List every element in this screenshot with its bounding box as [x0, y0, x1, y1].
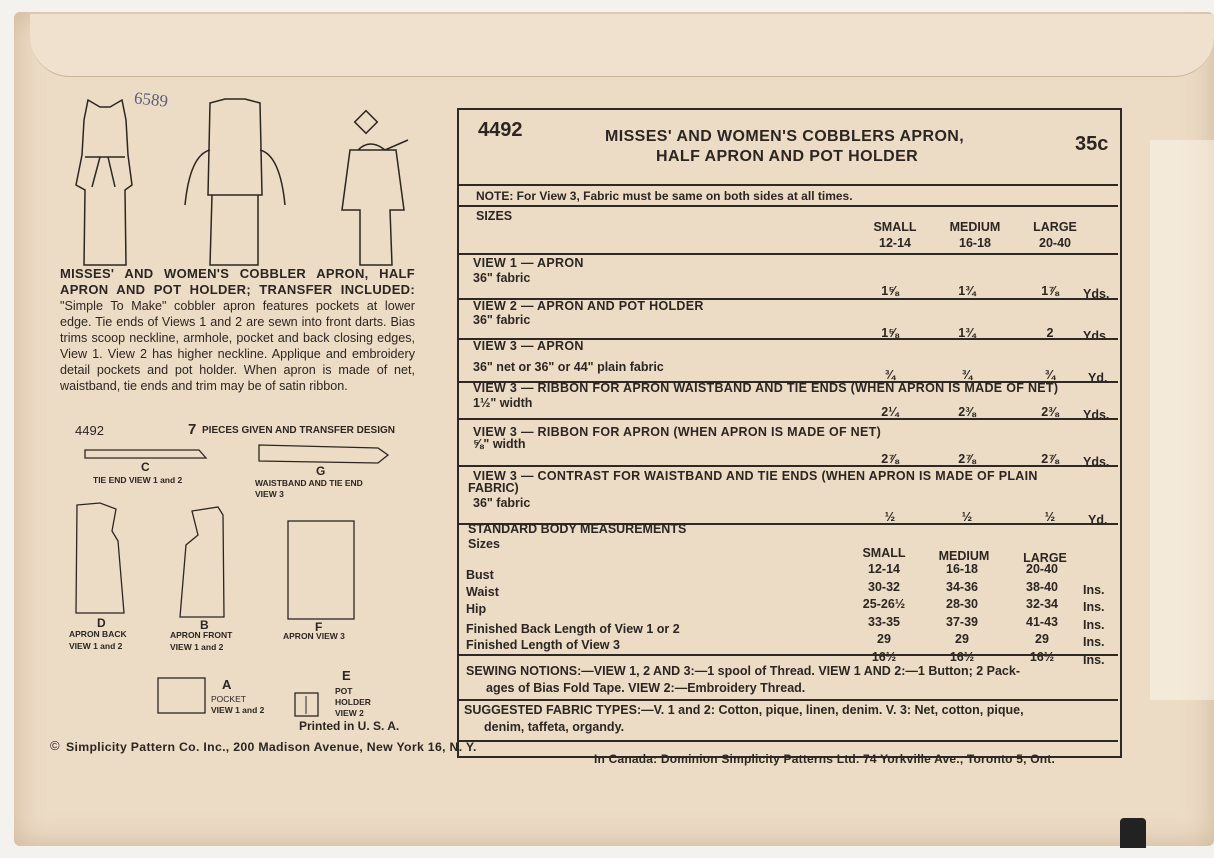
yardage-value: ½	[884, 510, 896, 524]
body-measurement-value: 34-36	[946, 580, 978, 594]
body-measurement-value: 38-40	[1026, 580, 1058, 594]
body-size-small: SMALL	[862, 546, 906, 560]
body-measurement-label: Waist	[466, 585, 499, 599]
piece-b-view: VIEW 1 and 2	[170, 642, 224, 652]
publisher-address: Simplicity Pattern Co. Inc., 200 Madison Avenue, New York 16, N. Y.	[66, 740, 477, 754]
yardage-unit: Yds.	[1083, 287, 1110, 301]
piece-c-label: TIE END VIEW 1 and 2	[93, 475, 183, 485]
pattern-number: 4492	[478, 119, 523, 141]
piece-c-letter: C	[141, 460, 150, 474]
divider	[459, 740, 1118, 742]
piece-d-outline	[74, 501, 129, 616]
yardage-value: 2⅜	[1041, 405, 1059, 419]
piece-d-label: APRON BACK	[69, 629, 127, 639]
size-small: SMALL	[873, 220, 917, 234]
yardage-value: 2⅜	[958, 405, 976, 419]
yardage-value: ½	[961, 510, 973, 524]
piece-g-letter: G	[316, 464, 326, 478]
sewing-notions-line-2: ages of Bias Fold Tape. VIEW 2:—Embroidery Thread.	[486, 681, 806, 695]
yardage-value: 2⅞	[958, 452, 976, 466]
body-measurement-unit: Ins.	[1083, 635, 1105, 649]
body-size-large: LARGE	[1023, 551, 1067, 565]
pieces-count: 7	[188, 421, 197, 438]
piece-a-view: VIEW 1 and 2	[211, 705, 265, 715]
yardage-row-label: VIEW 3 — RIBBON FOR APRON WAISTBAND AND TIE ENDS (WHEN APRON IS MADE OF NET)	[473, 381, 1059, 395]
divider	[459, 253, 1118, 255]
chart-title-2: HALF APRON AND POT HOLDER	[656, 148, 919, 165]
apron-view-3-illustration	[330, 100, 415, 275]
wear-mark	[1150, 140, 1214, 700]
sewing-notions-line-1: SEWING NOTIONS:—VIEW 1, 2 AND 3:—1 spool of Thread. VIEW 1 AND 2:—1 Button; 2 Pack-	[466, 664, 1020, 678]
divider	[459, 699, 1118, 701]
piece-g-view: VIEW 3	[255, 489, 284, 499]
body-measurement-value: 16½	[871, 650, 897, 664]
yardage-value: 2¼	[881, 405, 899, 419]
yardage-unit: Yds.	[1083, 408, 1110, 422]
note: NOTE: For View 3, Fabric must be same on both sides at all times.	[476, 189, 853, 203]
piece-g-outline	[258, 444, 390, 464]
piece-d-letter: D	[97, 616, 106, 630]
fabric-types-line-2: denim, taffeta, organdy.	[484, 720, 625, 734]
size-small-range: 12-14	[879, 236, 911, 250]
body-measurement-value: 16½	[1029, 650, 1055, 664]
divider	[459, 418, 1118, 420]
yardage-row-label: VIEW 3 — RIBBON FOR APRON (WHEN APRON IS MADE OF NET)	[473, 425, 882, 439]
yardage-value: 2⅞	[881, 452, 899, 466]
size-large-range: 20-40	[1039, 236, 1071, 250]
body-measurement-value: 37-39	[946, 615, 978, 629]
body-measurement-label: Hip	[466, 602, 487, 616]
size-large: LARGE	[1033, 220, 1077, 234]
piece-d-view: VIEW 1 and 2	[69, 641, 123, 651]
body-measurement-label: Finished Back Length of View 1 or 2	[466, 622, 680, 636]
body-measurement-value: 25-26½	[862, 597, 906, 611]
pieces-count-label: PIECES GIVEN AND TRANSFER DESIGN	[202, 425, 395, 436]
fabric-types-line-1: SUGGESTED FABRIC TYPES:—V. 1 and 2: Cotton, pique, linen, denim. V. 3: Net, cotton, pique,	[464, 703, 1024, 717]
yardage-unit: Yd.	[1088, 371, 1108, 385]
piece-c-outline	[84, 448, 209, 460]
yardage-row-width: 1½" width	[473, 396, 533, 410]
piece-a-letter: A	[222, 677, 232, 692]
sizes-label: SIZES	[476, 209, 513, 223]
body-measurement-value: 33-35	[868, 615, 900, 629]
size-medium: MEDIUM	[949, 220, 1001, 234]
piece-f-label: APRON VIEW 3	[283, 631, 345, 641]
copyright-symbol: ©	[50, 738, 60, 753]
piece-a-label: POCKET	[211, 694, 246, 704]
yardage-unit: Yds.	[1083, 455, 1110, 469]
body-measurement-value: 41-43	[1026, 615, 1058, 629]
yardage-row-label: VIEW 2 — APRON AND POT HOLDER	[473, 299, 704, 313]
piece-f-letter: F	[315, 620, 323, 634]
printed-in-usa: Printed in U. S. A.	[299, 719, 400, 733]
apron-view-1-illustration	[70, 95, 140, 270]
body-measurement-value: 30-32	[868, 580, 900, 594]
yardage-row-label: VIEW 3 — CONTRAST FOR WAISTBAND AND TIE ENDS (WHEN APRON IS MADE OF PLAIN	[473, 469, 1038, 483]
body-measurement-value: 32-34	[1026, 597, 1058, 611]
body-sizes-label: Sizes	[468, 537, 500, 551]
yardage-value: 1⅝	[881, 284, 899, 298]
yardage-row-width: 36" fabric	[473, 496, 531, 510]
description-body: "Simple To Make" cobbler apron features pockets at lower edge. Tie ends of Views 1 and 2 are sewn into front darts. Bias trims scoop neckline, armhole, pocket and back closing edges, View 1. View 2 has higher neckline. Applique and embroidery detail pockets and pot holder. When apron is made of net, waistband, tie ends and trim may be of satin ribbon.	[60, 299, 415, 393]
canada-address: In Canada: Dominion Simplicity Patterns Ltd. 74 Yorkville Ave., Toronto 5, Ont.	[594, 752, 1055, 766]
divider	[459, 465, 1118, 467]
yardage-value: 2	[1046, 326, 1054, 340]
body-measurement-unit: Ins.	[1083, 653, 1105, 667]
yardage-row-label-cont: FABRIC)	[468, 481, 519, 495]
yardage-row-width: ⅝" width	[473, 437, 526, 451]
size-medium-range: 16-18	[959, 236, 991, 250]
yardage-value: 1⅞	[1041, 284, 1059, 298]
piece-g-label: WAISTBAND AND TIE END	[255, 478, 363, 488]
body-measurement-unit: Ins.	[1083, 583, 1105, 597]
body-measurement-value: 29	[1035, 632, 1049, 646]
body-measurements-title: STANDARD BODY MEASUREMENTS	[468, 522, 687, 536]
piece-e-label-1: POT	[335, 686, 353, 696]
body-measurement-unit: Ins.	[1083, 600, 1105, 614]
body-measurement-value: 16-18	[946, 562, 978, 576]
yardage-unit: Yds.	[1083, 329, 1110, 343]
yardage-value: 1¾	[958, 284, 976, 298]
price: 35c	[1075, 133, 1109, 155]
piece-f-outline	[287, 520, 357, 622]
body-measurement-label: Finished Length of View 3	[466, 638, 620, 652]
description-heading: MISSES' AND WOMEN'S COBBLER APRON, HALF APRON AND POT HOLDER; TRANSFER INCLUDED:	[60, 266, 415, 297]
yardage-unit: Yd.	[1088, 513, 1108, 527]
piece-b-letter: B	[200, 618, 209, 632]
yardage-row-label: VIEW 3 — APRON	[473, 339, 584, 353]
body-measurement-unit: Ins.	[1083, 618, 1105, 632]
piece-e-label-2: HOLDER	[335, 697, 371, 707]
piece-e-letter: E	[342, 668, 351, 683]
body-measurement-value: 12-14	[868, 562, 900, 576]
yardage-value: 2⅞	[1041, 452, 1059, 466]
body-measurement-value: 28-30	[946, 597, 978, 611]
pencil-number: 6589	[133, 88, 169, 111]
yardage-row-width: 36" net or 36" or 44" plain fabric	[473, 360, 664, 374]
body-measurement-value: 29	[955, 632, 969, 646]
body-size-medium: MEDIUM	[938, 549, 990, 563]
yardage-value: ¾	[884, 368, 896, 382]
yardage-value: 1¾	[958, 326, 976, 340]
yardage-value: ¾	[961, 368, 973, 382]
yardage-value: ½	[1044, 510, 1056, 524]
yardage-value: 1⅝	[881, 326, 899, 340]
piece-e-label-3: VIEW 2	[335, 708, 364, 718]
divider	[459, 654, 1118, 656]
piece-b-label: APRON FRONT	[170, 630, 233, 640]
pieces-number: 4492	[75, 423, 104, 438]
body-measurement-value: 20-40	[1026, 562, 1058, 576]
yardage-row-label: VIEW 1 — APRON	[473, 256, 584, 270]
envelope-tab-mark	[1120, 818, 1146, 848]
piece-e-outline	[294, 692, 320, 718]
chart-title-1: MISSES' AND WOMEN'S COBBLERS APRON,	[605, 128, 965, 145]
yardage-row-width: 36" fabric	[473, 313, 531, 327]
piece-b-outline	[178, 505, 233, 620]
piece-a-outline	[157, 677, 207, 715]
divider	[459, 184, 1118, 186]
yardage-row-width: 36" fabric	[473, 271, 531, 285]
body-measurement-value: 16½	[949, 650, 975, 664]
envelope-flap	[30, 14, 1214, 77]
body-measurement-value: 29	[877, 632, 891, 646]
body-measurement-label: Bust	[466, 568, 494, 582]
yardage-value: ¾	[1044, 368, 1056, 382]
pattern-description	[60, 266, 415, 394]
divider	[459, 205, 1118, 207]
apron-view-2-illustration	[180, 95, 290, 270]
